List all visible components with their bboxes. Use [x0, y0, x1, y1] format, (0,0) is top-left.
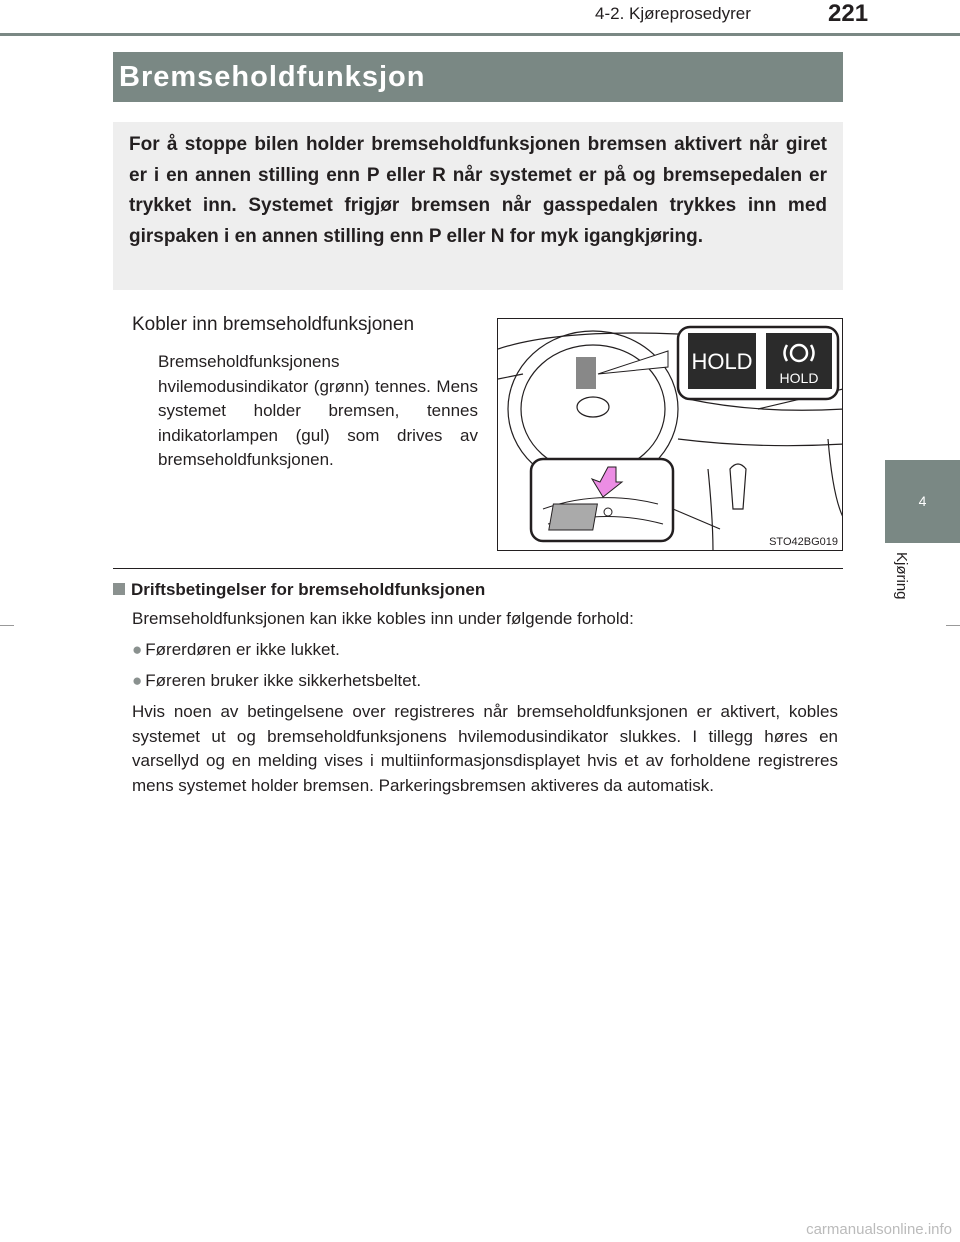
condition-item — [132, 669, 838, 694]
intro-box: For å stoppe bilen holder bremseholdfunksjonen bremsen aktivert når giret er i en annen stilling enn P eller R når systemet er på og bremsepedalen er trykket inn. Systemet frigjør bremsen når gasspedalen trykkes inn med girspaken i en annen stilling enn P eller N for myk igangkjøring. — [113, 122, 843, 290]
watermark: carmanualsonline.info — [806, 1221, 952, 1238]
chapter-label: Kjøring — [893, 552, 910, 600]
chapter-tab: 4 — [885, 460, 960, 543]
conditions-note: Hvis noen av betingelsene over registreres når bremseholdfunksjonen er aktivert, kobles systemet ut og bremseholdfunksjonens hvilemodusindikator slukkes. I tillegg høres en varsellyd og en melding vises i multiinformasjonsdisplayet hvis et av forholdene registreres mens systemet holder bremsen. Parkeringsbremsen aktiveres da automatisk. — [132, 702, 838, 795]
page-title: Bremseholdfunksjon — [113, 52, 843, 102]
dashboard-illustration — [498, 319, 843, 551]
bullet-icon: ● — [132, 640, 143, 659]
section-divider — [113, 568, 843, 569]
crop-mark — [0, 625, 14, 626]
square-bullet-icon — [113, 583, 125, 595]
illustration — [497, 318, 843, 551]
conditions-lead: Bremseholdfunksjonen kan ikke kobles inn under følgende forhold: — [132, 609, 634, 628]
crop-mark — [946, 625, 960, 626]
page-number: 221 — [828, 0, 869, 27]
hold-indicator-text: HOLD — [691, 349, 753, 374]
engage-heading: Kobler inn bremseholdfunksjonen — [132, 314, 415, 335]
conditions-heading — [113, 580, 485, 600]
engage-text: Bremseholdfunksjonens hvilemodusindikator (grønn) tennes. Mens systemet holder bremsen, tennes indikatorlampen (gul) som drives av bremseholdfunksjonen. — [158, 352, 478, 469]
bullet-icon: ● — [132, 671, 143, 690]
condition-item — [132, 638, 838, 663]
conditions-heading-text: Driftsbetingelser for bremseholdfunksjonen — [131, 580, 486, 599]
header-divider — [0, 33, 960, 36]
brake-hold-indicator-text: HOLD — [779, 370, 819, 386]
section-header: 4-2. Kjøreprosedyrer — [595, 4, 751, 23]
condition-text: Førerdøren er ikke lukket. — [145, 640, 340, 659]
figure-code: STO42BG019 — [769, 536, 838, 548]
condition-text: Føreren bruker ikke sikkerhetsbeltet. — [145, 671, 422, 690]
